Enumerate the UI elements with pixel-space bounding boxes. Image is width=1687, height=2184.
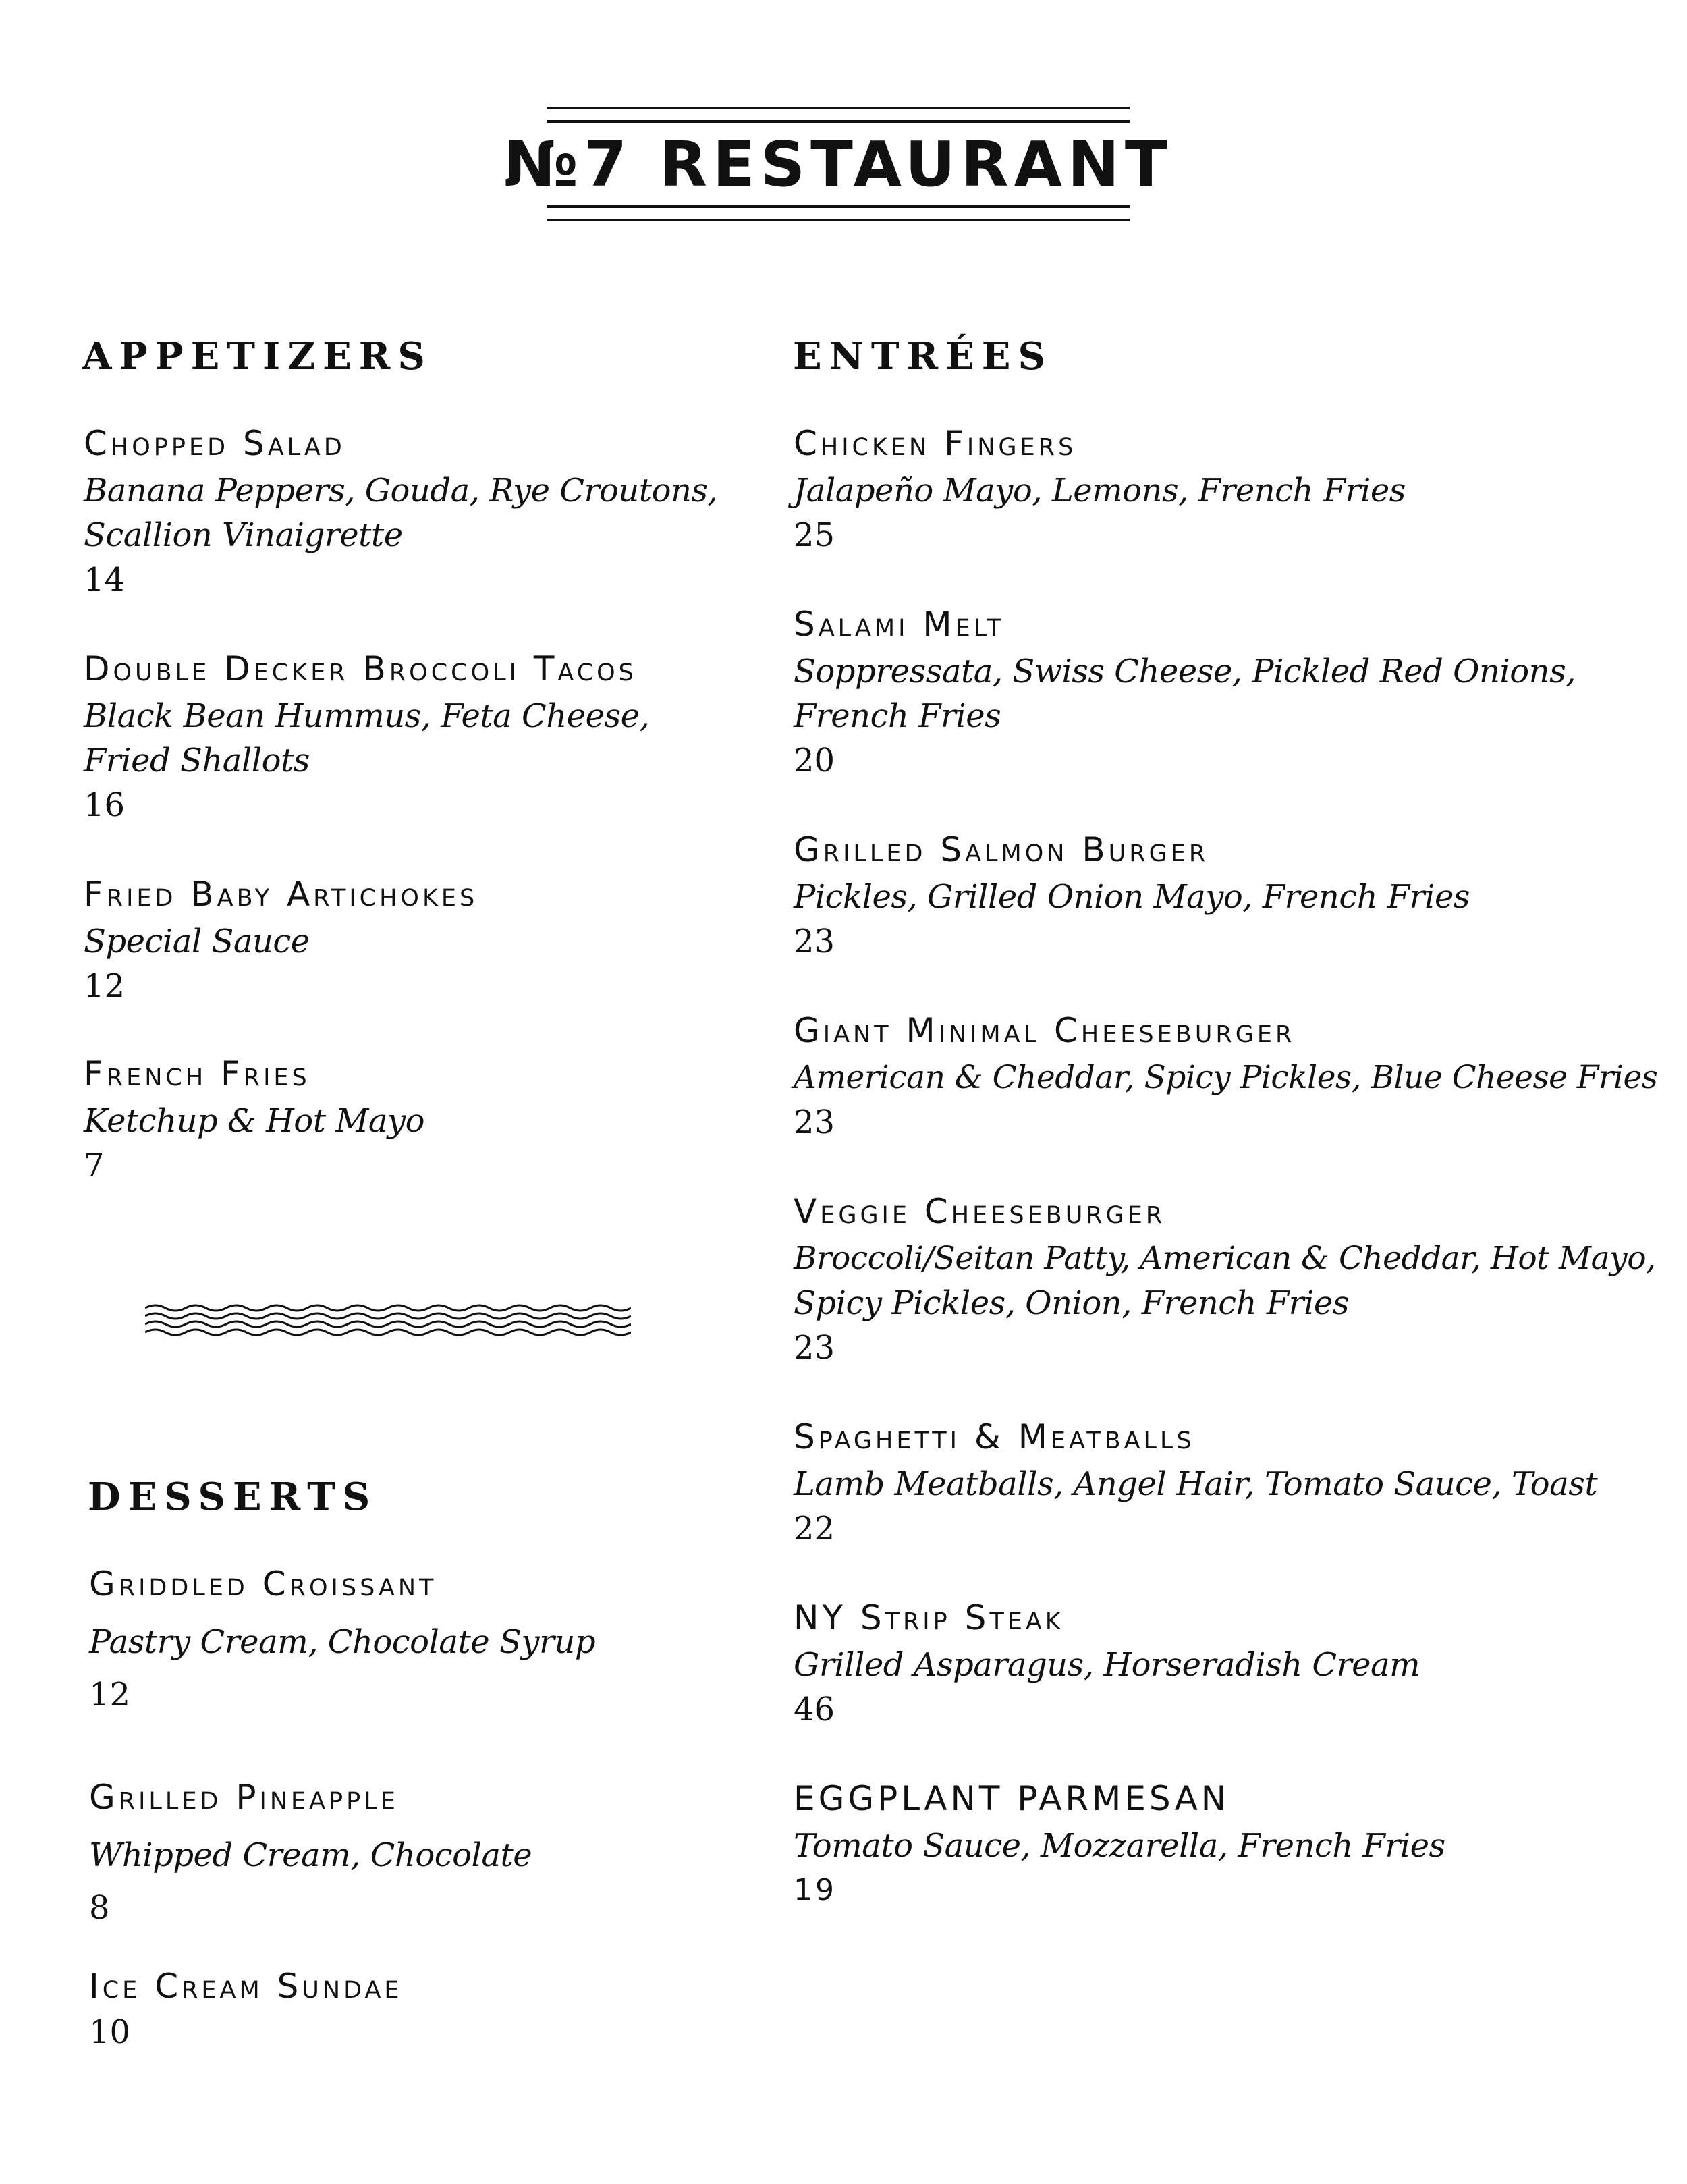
item-price: 25 (794, 516, 835, 554)
item-price: 46 (794, 1691, 835, 1728)
item-name: Double Decker Broccoli Tacos (84, 649, 637, 688)
menu-item (89, 1563, 595, 1717)
item-description: Fried Shallots (84, 742, 310, 780)
item-price: 16 (84, 786, 126, 824)
menu-item (794, 829, 1470, 964)
item-description: Ketchup & Hot Mayo (84, 1102, 425, 1140)
item-description: Scallion Vinaigrette (84, 516, 403, 554)
menu-item (84, 1053, 424, 1188)
item-price: 8 (89, 1889, 110, 1927)
item-price: 19 (794, 1873, 837, 1907)
item-description: Tomato Sauce, Mozzarella, French Fries (794, 1827, 1445, 1865)
item-description: Pickles, Grilled Onion Mayo, French Fries (794, 878, 1470, 916)
item-price: 23 (794, 923, 835, 960)
item-price: 7 (84, 1147, 105, 1184)
item-price: 22 (794, 1510, 835, 1548)
menu-item (794, 1778, 1445, 1913)
menu-item (794, 1010, 1657, 1145)
desserts-heading: DESSERTS (88, 1475, 378, 1519)
item-description: American & Cheddar, Spicy Pickles, Blue Cheese Fries (794, 1059, 1658, 1096)
item-description: Special Sauce (84, 923, 310, 960)
menu-item (84, 873, 478, 1008)
item-name: Chicken Fingers (794, 424, 1077, 463)
item-name: Griddled Croissant (89, 1564, 437, 1604)
item-price: 12 (84, 967, 126, 1005)
item-description: Grilled Asparagus, Horseradish Cream (794, 1646, 1420, 1684)
appetizers-heading: APPETIZERS (82, 334, 433, 379)
item-description: Broccoli/Seitan Patty, American & Cheddar, Hot Mayo, (794, 1240, 1656, 1277)
item-name: Fried Baby Artichokes (84, 875, 478, 914)
item-price: 23 (794, 1103, 835, 1141)
item-name: Chopped Salad (84, 424, 345, 463)
menu-item (89, 1776, 532, 1930)
item-description: Soppressata, Swiss Cheese, Pickled Red Onions, (794, 653, 1576, 690)
menu-item (84, 648, 649, 827)
item-name: Ice Cream Sundae (89, 1967, 403, 2006)
logo-top-rule (547, 107, 1130, 109)
item-name: Grilled Salmon Burger (794, 830, 1209, 869)
item-name: Spaghetti & Meatballs (794, 1417, 1195, 1456)
item-description: Pastry Cream, Chocolate Syrup (89, 1623, 596, 1661)
restaurant-logo (503, 107, 1173, 221)
item-price: 23 (794, 1329, 835, 1367)
entrees-heading: ENTRÉES (793, 334, 1053, 379)
item-name: Veggie Cheeseburger (794, 1192, 1166, 1231)
logo-title-bottom-rule (547, 205, 1130, 208)
item-description: Lamb Meatballs, Angel Hair, Tomato Sauce, Toast (794, 1465, 1598, 1503)
menu-item (84, 422, 717, 602)
item-description: Whipped Cream, Chocolate (89, 1836, 532, 1874)
item-price: 14 (84, 561, 126, 599)
menu-item (794, 603, 1576, 783)
item-description: Spicy Pickles, Onion, French Fries (794, 1284, 1349, 1322)
item-description: French Fries (794, 697, 1001, 735)
menu-item (794, 1416, 1597, 1551)
menu-item (89, 1965, 403, 2054)
item-price: 12 (89, 1676, 131, 1714)
wave-divider-icon (145, 1303, 631, 1338)
item-name: French Fries (84, 1054, 310, 1093)
item-description: Jalapeño Mayo, Lemons, French Fries (794, 472, 1406, 510)
item-name: NY Strip Steak (794, 1598, 1064, 1637)
logo-title-top-rule (547, 120, 1130, 123)
logo-bottom-rule (547, 219, 1130, 221)
item-name: Grilled Pineapple (89, 1778, 399, 1817)
item-name: Salami Melt (794, 605, 1005, 644)
menu-item (794, 1191, 1655, 1370)
restaurant-name: №7 RESTAURANT (503, 128, 1173, 200)
menu-item (794, 1597, 1420, 1732)
item-name: Giant Minimal Cheeseburger (794, 1011, 1296, 1050)
item-description: Black Bean Hummus, Feta Cheese, (84, 697, 650, 735)
item-name: EGGPLANT PARMESAN (794, 1779, 1230, 1818)
menu-item (794, 422, 1406, 557)
item-description: Banana Peppers, Gouda, Rye Croutons, (84, 472, 718, 510)
item-price: 10 (89, 2013, 131, 2051)
item-price: 20 (794, 742, 835, 780)
